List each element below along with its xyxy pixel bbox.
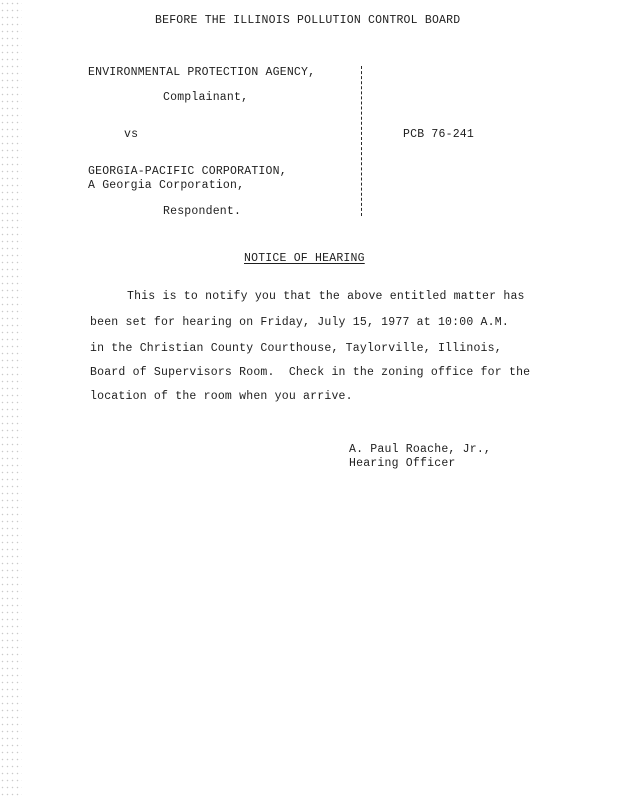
caption-bracket (361, 66, 364, 216)
signature-title: Hearing Officer (349, 457, 456, 470)
body-line: Board of Supervisors Room. Check in the zoning office for the (90, 366, 531, 379)
court-header: BEFORE THE ILLINOIS POLLUTION CONTROL BOARD (155, 14, 461, 27)
body-line: This is to notify you that the above entitled matter has (127, 290, 525, 303)
body-line: location of the room when you arrive. (90, 390, 353, 403)
case-number: PCB 76-241 (403, 128, 475, 141)
signature-name: A. Paul Roache, Jr., (349, 443, 492, 456)
body-line: been set for hearing on Friday, July 15, 1977 at 10:00 A.M. (90, 316, 509, 329)
notice-title: NOTICE OF HEARING (244, 252, 365, 265)
complainant-role: Complainant, (163, 91, 249, 104)
respondent-name: GEORGIA-PACIFIC CORPORATION, (88, 165, 287, 178)
respondent-description: A Georgia Corporation, (88, 179, 245, 192)
scan-artifact-edge (0, 0, 22, 800)
versus-label: vs (124, 128, 139, 141)
body-line: in the Christian County Courthouse, Taylorville, Illinois, (90, 342, 502, 355)
respondent-role: Respondent. (163, 205, 242, 218)
complainant-name: ENVIRONMENTAL PROTECTION AGENCY, (88, 66, 316, 79)
